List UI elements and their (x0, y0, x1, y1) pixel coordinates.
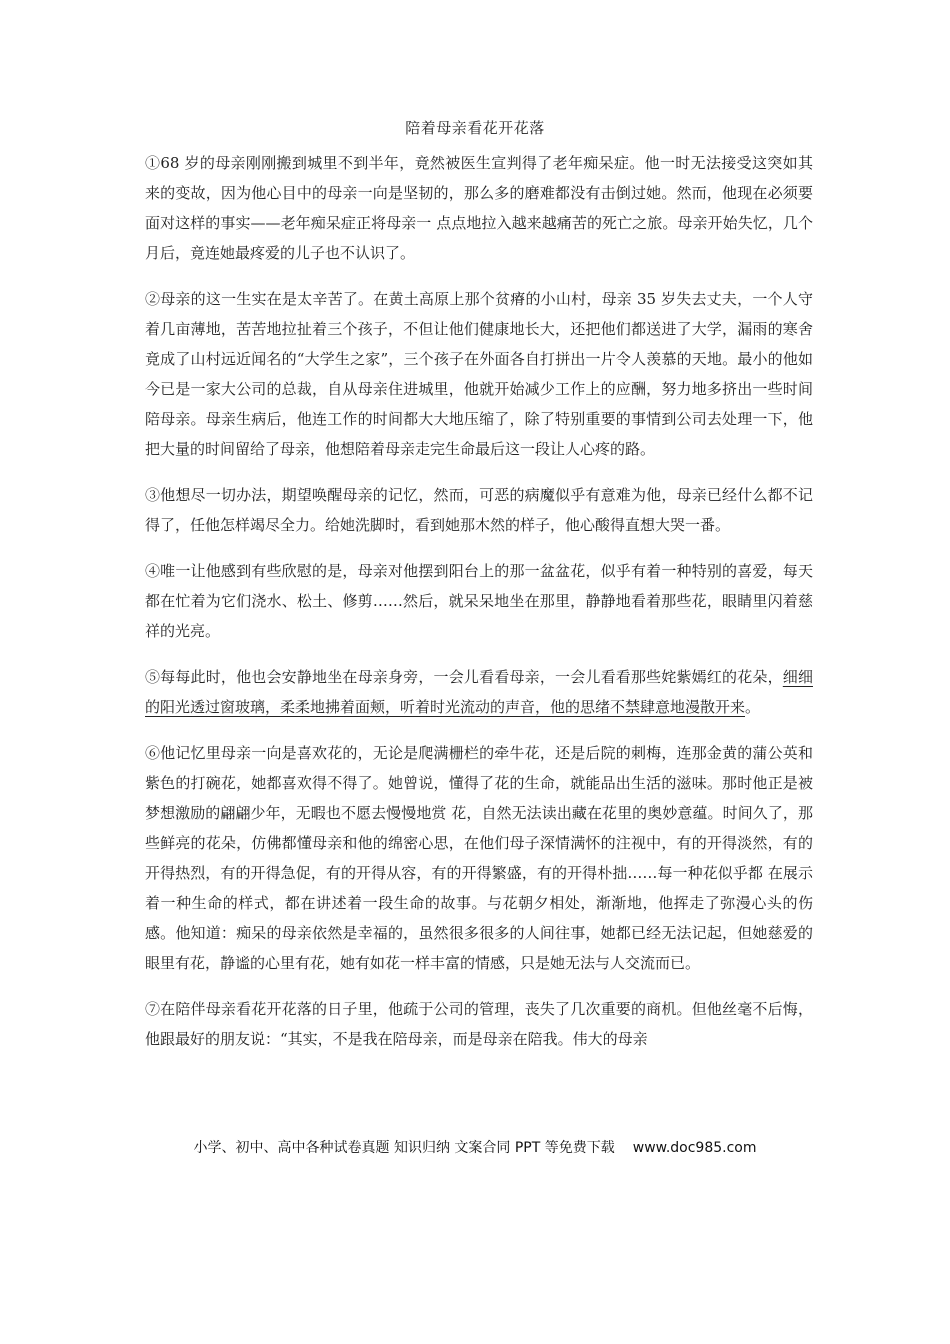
paragraph-3: ③他想尽一切办法，期望唤醒母亲的记忆，然而，可恶的病魔似乎有意难为他，母亲已经什么都不记得了，任他怎样竭尽全力。给她洗脚时，看到她那木然的样子，他心酸得直想大哭一番。 (145, 486, 813, 534)
footer-url[interactable]: www.doc985.com (632, 1140, 757, 1156)
footer-banner (0, 1137, 950, 1157)
underlined-sentence: 细细的阳光透过窗玻璃，柔柔地拂着面颊，听着时光流动的声音，他的思绪不禁肆意地漫散开来 (145, 668, 813, 716)
paragraph-5-end: 。 (745, 698, 761, 716)
paragraph-5-text: ⑤每每此时，他也会安静地坐在母亲身旁，一会儿看看母亲，一会儿看看那些姹紫嫣红的花朵， (145, 668, 783, 686)
paragraph-6: ⑥他记忆里母亲一向是喜欢花的，无论是爬满栅栏的牵牛花，还是后院的刺梅，连那金黄的蒲公英和紫色的打碗花，她都喜欢得不得了。她曾说，懂得了花的生命，就能品出生活的滋味。那时他正是被梦想激励的翩翩少年，无暇也不愿去慢慢地赏 花，自然无法读出藏在花里的奥妙意蕴。时间久了，那些鲜亮的花朵，仿佛都懂母亲和他的绵密心思，在他们母子深情满怀的注视中，有的开得淡然，有的开得热烈，有的开得急促，有的开得从容，有的开得繁盛，有的开得朴拙……每一种花似乎都 在展示着一种生命的样式，都在讲述着一段生命的故事。与花朝夕相处，渐渐地，他挥走了弥漫心头的伤感。他知道：痴呆的母亲依然是幸福的，虽然很多很多的人间往事，她都已经无法记起，但她慈爱的眼里有花，静谧的心里有花，她有如花一样丰富的情感，只是她无法与人交流而已。 (145, 744, 813, 972)
document-body (145, 148, 813, 1070)
paragraph-1: ①68 岁的母亲刚刚搬到城里不到半年，竟然被医生宣判得了老年痴呆症。他一时无法接受这突如其来的变故，因为他心目中的母亲一向是坚韧的，那么多的磨难都没有击倒过她。然而，他现在必须要面对这样的事实——老年痴呆症正将母亲一 点点地拉入越来越痛苦的死亡之旅。母亲开始失忆，几个月后，竟连她最疼爱的儿子也不认识了。 (145, 154, 813, 262)
paragraph-7: ⑦在陪伴母亲看花开花落的日子里，他疏于公司的管理，丧失了几次重要的商机。但他丝毫不后悔，他跟最好的朋友说：“其实，不是我在陪母亲，而是母亲在陪我。伟大的母亲 (145, 1000, 813, 1048)
footer-text: 小学、初中、高中各种试卷真题 知识归纳 文案合同 PPT 等免费下载 (193, 1140, 615, 1156)
paragraph-2: ②母亲的这一生实在是太辛苦了。在黄土高原上那个贫瘠的小山村，母亲 35 岁失去丈夫，一个人守着几亩薄地，苦苦地拉扯着三个孩子，不但让他们健康地长大，还把他们都送进了大学，漏雨的寒舍竟成了山村远近闻名的“大学生之家”，三个孩子在外面各自打拼出一片令人羡慕的天地。最小的他如今已是一家大公司的总裁，自从母亲住进城里，他就开始减少工作上的应酬，努力地多挤出一些时间陪母亲。母亲生病后，他连工作的时间都大大地压缩了，除了特别重要的事情到公司去处理一下，他把大量的时间留给了母亲，他想陪着母亲走完生命最后这一段让人心疼的路。 (145, 290, 813, 458)
document-title: 陪着母亲看花开花落 (405, 119, 545, 137)
paragraph-5 (145, 662, 813, 722)
paragraph-4: ④唯一让他感到有些欣慰的是，母亲对他摆到阳台上的那一盆盆花，似乎有着一种特别的喜爱，每天都在忙着为它们浇水、松土、修剪……然后，就呆呆地坐在那里，静静地看着那些花，眼睛里闪着慈祥的光亮。 (145, 562, 813, 640)
